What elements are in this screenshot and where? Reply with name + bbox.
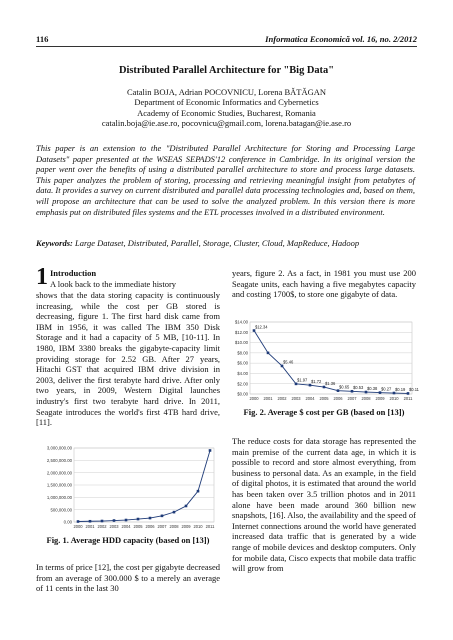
- y-tick-label: 500,000.00: [50, 507, 72, 513]
- data-point: [281, 365, 284, 368]
- abstract: This paper is an extension to the "Distributed Parallel Architecture for Storing and Processing Large Datasets" paper presented at the WSEAS SEPADS'12 conference in Cambridge. In its original version the paper went over the benefits of using a distributed parallel architecture to store and process large datasets. This paper analyzes the problem of storing, processing and retrieving meaningful insight from petabytes of data. It provides a survey on current distributed and parallel data processing technologies and, based on them, will propose an architecture that can be used to solve the analyzed problem. In this version there is more emphasis put on distributed files systems and the ETL processes involved in a distributed environment.: [36, 143, 415, 217]
- section-title: Introduction: [50, 268, 97, 278]
- data-point: [185, 505, 188, 508]
- y-tick-label: 2,500,000.00: [46, 457, 72, 463]
- data-point: [113, 519, 116, 522]
- authors: Catalin BOJA, Adrian POCOVNICU, Lorena BĂTĂGAN: [126, 87, 327, 97]
- journal-name: Informatica Economică vol. 16, no. 2/2012: [265, 34, 417, 44]
- fig2-chart: [232, 318, 419, 404]
- paper-title: Distributed Parallel Architecture for "Big Data": [119, 65, 334, 76]
- x-tick-label: 2001: [263, 396, 273, 401]
- x-tick-label: 2004: [121, 524, 131, 529]
- data-point: [77, 520, 80, 523]
- y-tick-label: 0.00: [63, 519, 72, 525]
- header-rule: [36, 46, 417, 47]
- intro-first-line: A look back to the immediate history: [50, 278, 177, 289]
- y-tick-label: 1,500,000.00: [46, 482, 72, 488]
- keywords-label: Keywords:: [36, 238, 73, 248]
- intro-paragraph-1: shows that the data storing capacity is continuously increasing, while the cost per GB stored is decreasing, figure 1. The first hard disk came from IBM in 1956, it was called The IBM 350 Disk Storage and it had a capacity of 5 MB, [10-11]. In 1980, IBM 3380 breaks the gigabyte-capacity limit providing storage for 2.52 GB. After 27 years, Hitachi GST that acquired IBM drive division in 2003, deliver the first terabyte hard drive. After only two years, in 2009, Western Digital launches industry's first two terabyte hard drive. In 2011, Seagate introduces the world's first 4TB hard drive, [11].: [36, 290, 220, 428]
- data-point: [253, 329, 256, 332]
- x-tick-label: 2008: [361, 396, 371, 401]
- x-tick-label: 2009: [181, 524, 191, 529]
- data-point: [89, 520, 92, 523]
- x-tick-label: 2008: [169, 524, 179, 529]
- data-point: [197, 490, 200, 493]
- keywords-text: Large Dataset, Distributed, Parallel, Storage, Cluster, Cloud, MapReduce, Hadoop: [74, 238, 360, 248]
- data-label: $12.34: [255, 324, 268, 330]
- data-label: $0.19: [395, 386, 406, 392]
- data-point: [173, 511, 176, 514]
- author-block: [36, 87, 417, 128]
- data-label: $0.65: [339, 384, 350, 390]
- y-tick-label: 2,000,000.00: [46, 470, 72, 476]
- x-tick-label: 2003: [109, 524, 119, 529]
- x-tick-label: 2005: [319, 396, 329, 401]
- y-tick-label: $4.00: [237, 371, 248, 377]
- y-tick-label: $2.00: [237, 381, 248, 387]
- data-point: [393, 392, 396, 395]
- y-tick-label: 1,000,000.00: [46, 494, 72, 500]
- x-tick-label: 2000: [73, 524, 83, 529]
- x-tick-label: 2007: [347, 396, 357, 401]
- x-tick-label: 2010: [389, 396, 399, 401]
- data-label: $1.97: [297, 377, 308, 383]
- x-tick-label: 2011: [205, 524, 215, 529]
- x-tick-label: 2000: [249, 396, 259, 401]
- data-point: [379, 391, 382, 394]
- data-point: [337, 389, 340, 392]
- data-label: $0.27: [381, 386, 392, 392]
- data-point: [267, 352, 270, 355]
- right-paragraph-2: The reduce costs for data storage has represented the main premise of the current data age, in which it is possible to record and store almost everything, from business to personal data. As an example, in the field of digital photos, it is estimated that around the world has been taken over 3.5 trillion photos and in 2011 alone have been made around 360 billion new snapshots, [16]. Also, the availability and the speed of Internet connections around the world have generated increased data traffic that is generated by a wide range of mobile devices and desktop computers. Only for mobile data, Cisco expects that mobile data traffic will grow from: [232, 436, 416, 574]
- y-tick-label: $12.00: [234, 329, 248, 335]
- affiliation-department: Department of Economic Informatics and Cybernetics: [134, 97, 319, 108]
- affiliation-academy: Academy of Economic Studies, Bucharest, Romania: [137, 107, 316, 118]
- data-point: [365, 391, 368, 394]
- data-point: [209, 449, 212, 452]
- x-tick-label: 2002: [97, 524, 107, 529]
- data-label: $1.36: [325, 380, 336, 386]
- data-point: [161, 515, 164, 518]
- data-point: [351, 390, 354, 393]
- x-tick-label: 2004: [305, 396, 315, 401]
- y-tick-label: $10.00: [234, 340, 248, 346]
- y-tick-label: $6.00: [237, 360, 248, 366]
- page-number: 116: [36, 34, 49, 44]
- x-tick-label: 2002: [277, 396, 287, 401]
- y-tick-label: $8.00: [237, 350, 248, 356]
- data-label: $1.72: [311, 378, 322, 384]
- data-point: [101, 520, 104, 523]
- y-tick-label: $14.00: [234, 319, 248, 325]
- intro-paragraph-2: In terms of price [12], the cost per gigabyte decreased from an average of 300.000 $ to a merely an average of 11 cents in the last 30: [36, 562, 220, 594]
- data-point: [149, 517, 152, 520]
- author-emails: catalin.boja@ie.ase.ro, pocovnicu@gmail.com, lorena.batagan@ie.ase.ro: [101, 117, 352, 128]
- keywords: [36, 238, 415, 249]
- x-tick-label: 2005: [133, 524, 143, 529]
- fig2-caption: Fig. 2. Average $ cost per GB (based on [13]): [243, 407, 405, 417]
- x-tick-label: 2007: [157, 524, 167, 529]
- data-label: $0.53: [353, 385, 364, 391]
- x-tick-label: 2001: [85, 524, 95, 529]
- fig1-chart: [38, 444, 218, 532]
- y-tick-label: 3,000,000.00: [46, 445, 72, 451]
- data-point: [323, 386, 326, 389]
- x-tick-label: 2003: [291, 396, 301, 401]
- y-tick-label: $0.00: [237, 391, 248, 397]
- data-label: $5.46: [283, 359, 294, 365]
- fig1-caption: Fig. 1. Average HDD capacity (based on [13]): [46, 535, 210, 545]
- x-tick-label: 2010: [193, 524, 203, 529]
- data-point: [309, 384, 312, 387]
- x-tick-label: 2011: [403, 396, 413, 401]
- section-number: 1: [36, 264, 48, 290]
- intro-heading-block: [36, 264, 220, 290]
- x-tick-label: 2009: [375, 396, 385, 401]
- data-point: [295, 383, 298, 386]
- right-paragraph-1: years, figure 2. As a fact, in 1981 you must use 200 Seagate units, each having a five megabytes capacity and costing 1700$, to store one gigabyte of data.: [232, 268, 416, 300]
- data-point: [137, 518, 140, 521]
- data-label: $0.11: [409, 387, 419, 393]
- data-label: $0.38: [367, 385, 378, 391]
- x-tick-label: 2006: [333, 396, 343, 401]
- data-point: [125, 519, 128, 522]
- x-tick-label: 2006: [145, 524, 155, 529]
- data-point: [407, 392, 410, 395]
